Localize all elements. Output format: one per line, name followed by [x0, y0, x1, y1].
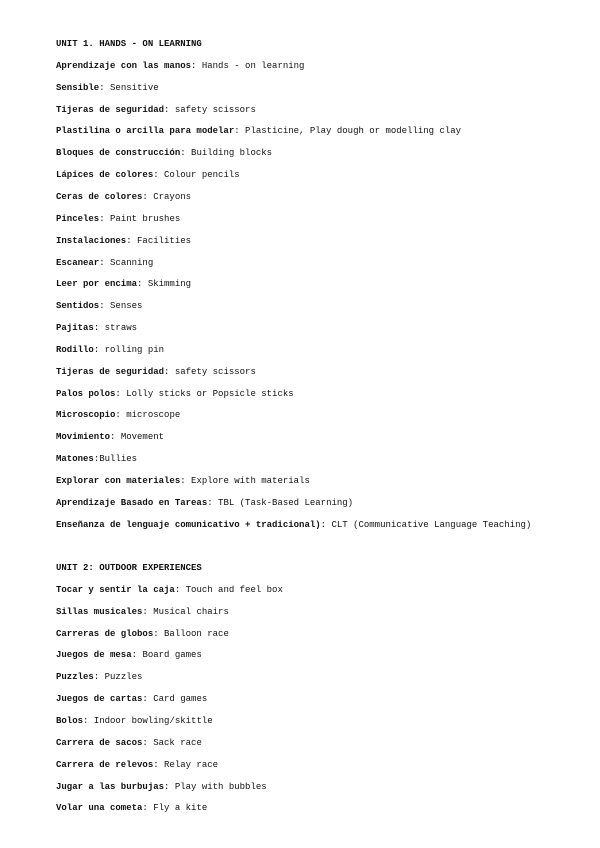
- vocab-term: Rodillo: [56, 344, 94, 355]
- vocab-translation: Touch and feel box: [185, 584, 283, 595]
- vocab-entry: [56, 715, 213, 727]
- separator: :: [234, 126, 246, 137]
- vocab-entry: [56, 213, 180, 225]
- vocab-entry: [56, 191, 191, 203]
- vocab-translation: TBL (Task-Based Learning): [218, 497, 354, 508]
- vocab-translation: Musical chairs: [153, 606, 229, 617]
- vocab-translation: Relay race: [164, 759, 219, 770]
- vocab-term: Lápices de colores: [56, 170, 154, 181]
- separator: :: [142, 803, 154, 814]
- vocab-translation: Senses: [110, 301, 143, 312]
- separator: :: [180, 476, 192, 486]
- vocab-entry: [56, 737, 202, 749]
- vocab-term: Ceras de colores: [56, 191, 143, 202]
- vocab-translation: Explore with materials: [191, 476, 310, 486]
- vocab-term: Bolos: [56, 715, 84, 726]
- vocab-entry: [56, 60, 304, 72]
- vocab-translation: Crayons: [153, 191, 192, 202]
- vocab-term: Volar una cometa: [56, 803, 143, 814]
- vocab-entry: [56, 671, 142, 683]
- vocab-term: Carreras de globos: [56, 628, 154, 639]
- vocab-translation: CLT (Communicative Language Teaching): [331, 519, 532, 530]
- separator: :: [191, 60, 202, 71]
- separator: :: [99, 82, 111, 93]
- vocab-term: Juegos de cartas: [56, 694, 143, 705]
- separator: :: [142, 191, 154, 202]
- separator: :: [137, 279, 148, 290]
- vocab-entry: [56, 366, 256, 378]
- vocab-term: Pajitas: [56, 323, 94, 334]
- vocab-translation: Card games: [153, 694, 208, 705]
- vocab-translation: Plasticine, Play dough or modelling clay: [245, 126, 462, 137]
- vocab-term: Jugar a las burbujas: [56, 781, 165, 792]
- separator: :: [164, 366, 175, 377]
- vocab-term: Aprendizaje con las manos: [56, 60, 192, 71]
- vocab-entry: [56, 322, 137, 334]
- vocab-term: Microscopio: [56, 410, 116, 421]
- separator: :: [153, 170, 165, 181]
- vocab-term: Pinceles: [56, 213, 100, 224]
- vocab-entry: [56, 693, 207, 705]
- vocab-entry: [56, 431, 164, 443]
- vocab-entry: [56, 344, 164, 356]
- separator: :: [180, 148, 192, 159]
- vocab-translation: Movement: [120, 432, 165, 443]
- vocab-entry: [56, 104, 256, 116]
- vocab-translation: Skimming: [147, 279, 192, 290]
- vocab-term: Palos polos: [56, 388, 116, 399]
- vocab-term: Matones: [56, 454, 94, 465]
- vocab-entry: [56, 125, 461, 137]
- vocab-translation: Paint brushes: [110, 213, 181, 224]
- separator: :: [320, 519, 332, 530]
- separator: :: [99, 257, 111, 268]
- separator: :: [131, 650, 143, 661]
- vocab-term: Leer por encima: [56, 279, 138, 290]
- separator: :: [142, 737, 154, 748]
- separator: :: [164, 781, 175, 792]
- vocab-entry: [56, 802, 207, 814]
- vocab-term: Sensible: [56, 82, 100, 93]
- separator: :: [93, 454, 100, 465]
- separator: :: [164, 104, 175, 115]
- vocab-translation: rolling pin: [104, 344, 165, 355]
- vocab-term: Escanear: [56, 257, 100, 268]
- vocab-entry: [56, 300, 142, 312]
- vocab-entry: [56, 169, 240, 181]
- vocab-term: Carrera de relevos: [56, 759, 154, 770]
- vocab-entry: [56, 649, 202, 661]
- vocab-translation: Indoor bowling/skittle: [93, 715, 213, 726]
- vocab-translation: Puzzles: [104, 672, 143, 683]
- vocab-entry: [56, 475, 310, 487]
- vocab-term: Bloques de construcción: [56, 148, 181, 159]
- separator: :: [153, 759, 165, 770]
- vocab-term: Carrera de sacos: [56, 737, 143, 748]
- vocab-entry: [56, 147, 272, 159]
- separator: :: [93, 323, 105, 334]
- vocab-translation: Lolly sticks or Popsicle sticks: [126, 388, 294, 399]
- separator: :: [93, 672, 105, 683]
- vocab-translation: Bullies: [99, 454, 138, 465]
- separator: :: [142, 694, 154, 705]
- vocab-term: Instalaciones: [56, 235, 127, 246]
- vocab-entry: [56, 278, 191, 290]
- separator: :: [110, 432, 121, 443]
- unit-heading: UNIT 2: OUTDOOR EXPERIENCES: [56, 563, 202, 573]
- separator: :: [174, 584, 186, 595]
- vocab-term: Juegos de mesa: [56, 650, 132, 661]
- vocab-term: Explorar con materiales: [56, 476, 181, 486]
- vocab-translation: Play with bubbles: [174, 781, 267, 792]
- vocab-translation: Board games: [142, 650, 202, 661]
- vocab-translation: Sack race: [153, 737, 202, 748]
- separator: :: [99, 301, 111, 312]
- separator: :: [153, 628, 165, 639]
- separator: :: [99, 213, 111, 224]
- vocab-term: Plastilina o arcilla para modelar: [56, 126, 235, 137]
- vocab-term: Sentidos: [56, 301, 100, 312]
- vocab-translation: Fly a kite: [153, 803, 208, 814]
- vocab-translation: safety scissors: [174, 366, 256, 377]
- vocab-entry: [56, 257, 153, 269]
- vocab-term: Sillas musicales: [56, 606, 143, 617]
- separator: :: [115, 388, 127, 399]
- unit-heading: UNIT 1. HANDS - ON LEARNING: [56, 39, 202, 49]
- vocab-translation: microscope: [126, 410, 181, 421]
- separator: :: [83, 715, 94, 726]
- vocab-term: Tocar y sentir la caja: [56, 584, 175, 595]
- vocab-term: Tijeras de seguridad: [56, 104, 165, 115]
- vocab-entry: [56, 519, 531, 531]
- vocab-entry: [56, 453, 137, 465]
- vocab-entry: [56, 781, 267, 793]
- vocab-entry: [56, 409, 180, 421]
- separator: :: [142, 606, 154, 617]
- vocab-translation: Scanning: [110, 257, 154, 268]
- vocab-term: Aprendizaje Basado en Tareas: [56, 497, 208, 508]
- vocab-translation: safety scissors: [174, 104, 256, 115]
- vocab-translation: Sensitive: [110, 82, 159, 93]
- separator: :: [126, 235, 138, 246]
- vocab-translation: Building blocks: [191, 148, 273, 159]
- vocab-translation: Hands - on learning: [201, 60, 305, 71]
- vocab-entry: [56, 235, 191, 247]
- vocab-translation: straws: [104, 323, 138, 334]
- vocab-term: Tijeras de seguridad: [56, 366, 165, 377]
- vocab-entry: [56, 628, 229, 640]
- vocab-term: Enseñanza de lenguaje comunicativo + tradicional): [56, 519, 321, 530]
- separator: :: [207, 497, 219, 508]
- vocab-entry: [56, 82, 159, 94]
- vocab-entry: [56, 759, 218, 771]
- vocab-translation: Colour pencils: [164, 170, 240, 181]
- vocab-entry: [56, 584, 283, 596]
- vocab-translation: Facilities: [137, 235, 192, 246]
- vocab-entry: [56, 497, 353, 509]
- vocab-translation: Balloon race: [164, 628, 229, 639]
- vocab-entry: [56, 606, 229, 618]
- vocab-term: Movimiento: [56, 432, 111, 443]
- vocab-term: Puzzles: [56, 672, 94, 683]
- separator: :: [115, 410, 127, 421]
- separator: :: [93, 344, 105, 355]
- vocab-entry: [56, 388, 294, 400]
